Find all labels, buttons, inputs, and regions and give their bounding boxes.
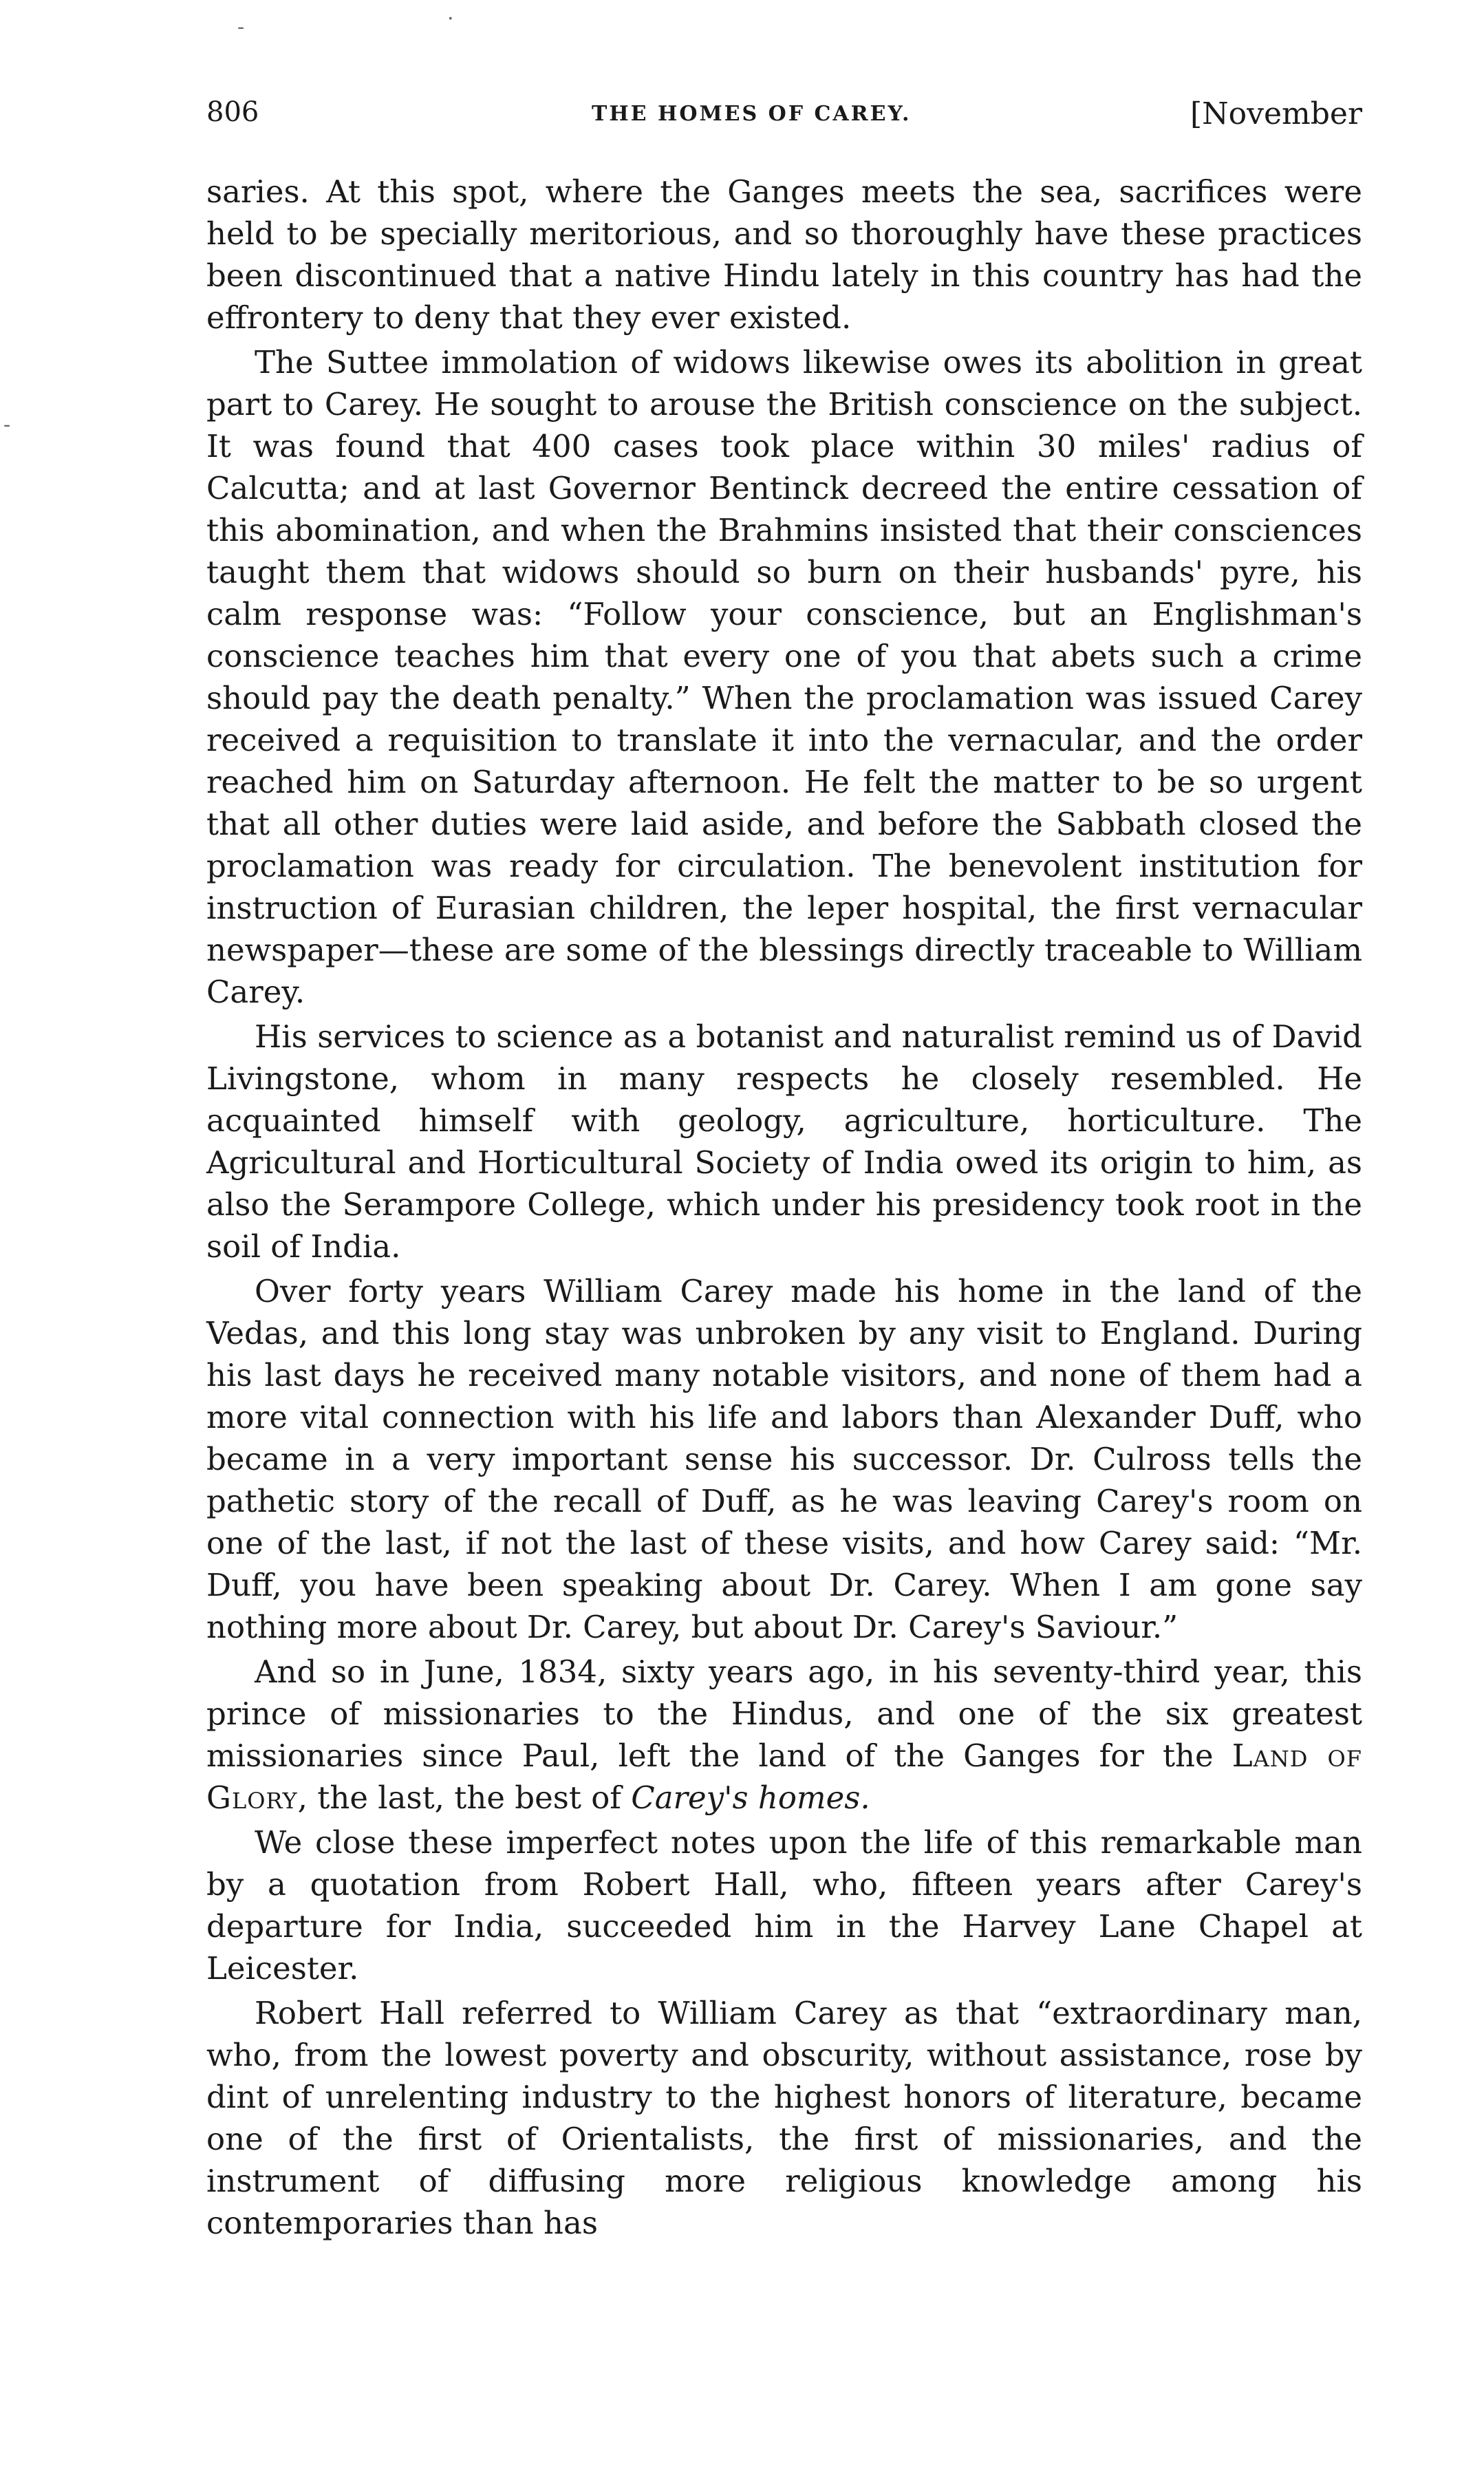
running-head [206, 96, 1362, 158]
running-month: [November [1190, 96, 1362, 131]
scan-speck: - [3, 413, 11, 437]
paragraph-june-1834 [206, 1651, 1362, 1819]
paragraph-june-1834-middle: , the last, the best of [297, 1779, 632, 1816]
running-title: THE HOMES OF CAREY. [592, 102, 912, 126]
paragraph-science: His services to science as a botanist and naturalist remind us of David Livingstone, whom in many respects he closely resembled. He acquainted himself with geology, agriculture, horticulture. The Agricultural and Horticultural Society of India owed its origin to him, as also the Serampore College, which under his presidency took root in the soil of India. [206, 1018, 1362, 1265]
scan-speck: · [447, 7, 454, 31]
paragraph-closing-notes: We close these imperfect notes upon the life of this remarkable man by a quotation from Robert Hall, who, fifteen years after Carey's departure for India, succeeded him in the Harvey Lane Chapel at Leicester. [206, 1824, 1362, 1987]
paragraph-june-1834-text: And so in June, 1834, sixty years ago, in his seventy-third year, this prince of missionaries to the Hindus, and one of the six greatest missionaries since Paul, left the land of the Ganges for the [206, 1654, 1362, 1774]
paragraph-forty-years: Over forty years William Carey made his home in the land of the Vedas, and this long stay was unbroken by any visit to England. During his last days he received many notable visitors, and none of them had a more vital connection with his life and labors than Alexander Duff, who became in a very important sense his successor. Dr. Culross tells the pathetic story of the recall of Duff, as he was leaving Carey's room on one of the last, if not the last of these visits, and how Carey said: “Mr. Duff, you have been speaking about Dr. Carey. When I am gone say nothing more about Dr. Carey, but about Dr. Carey's Saviour.” [206, 1273, 1362, 1645]
paragraph-suttee: The Suttee immolation of widows likewise owes its abolition in great part to Carey. He sought to arouse the British conscience on the subject. It was found that 400 cases took place within 30 miles' radius of Calcutta; and at last Governor Bentinck decreed the entire cessation of this abomination, and when the Brahmins insisted that their consciences taught them that widows should so burn on their husbands' pyre, his calm response was: “Follow your conscience, but an Englishman's conscience teaches him that every one of you that abets such a crime should pay the death penalty.” When the proclamation was issued Carey received a requisition to translate it into the vernacular, and the order reached him on Saturday afternoon. He felt the matter to be so urgent that all other duties were laid aside, and before the Sabbath closed the proclamation was ready for circulation. The benevolent institution for instruction of Eurasian children, the leper hospital, the first vernacular newspaper—these are some of the blessings directly traceable to William Carey. [206, 344, 1362, 1010]
body-text [206, 171, 1362, 2244]
page-number: 806 [206, 96, 259, 128]
careys-homes-italic: Carey's homes. [631, 1779, 870, 1816]
land-of-glory-text: Land of Glory [206, 1737, 1362, 1816]
scan-speck: - [237, 15, 245, 39]
paragraph-robert-hall: Robert Hall referred to William Carey as that “extraordinary man, who, from the lowest poverty and obscurity, without assistance, rose by dint of unrelenting industry to the highest honors of literature, became one of the first of Orientalists, the first of missionaries, and the instrument of diffusing more religious knowledge among his contemporaries than has [206, 1995, 1362, 2241]
paragraph-continuation: saries. At this spot, where the Ganges meets the sea, sacrifices were held to be specially meritorious, and so thoroughly have these practices been discontinued that a native Hindu lately in this country has had the effrontery to deny that they ever existed. [206, 173, 1362, 336]
book-page [206, 96, 1362, 2247]
